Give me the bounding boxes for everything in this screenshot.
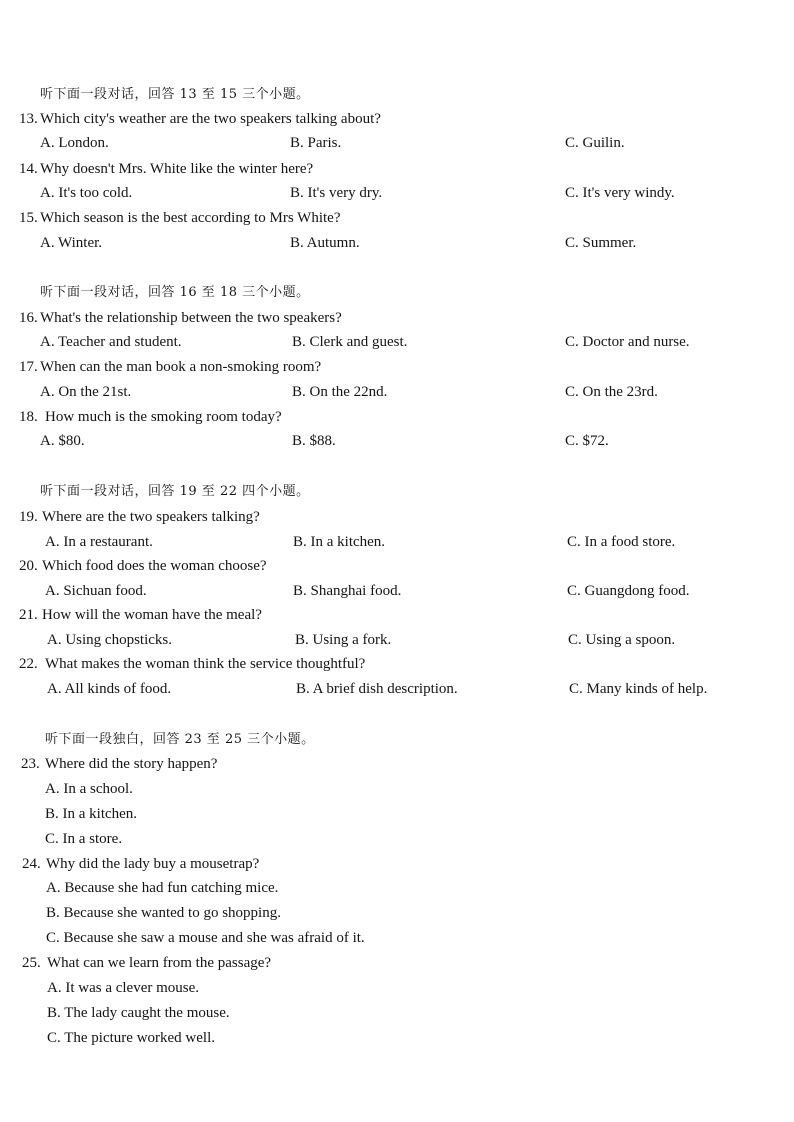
question-number: 20. [19, 558, 38, 574]
question-text: Why did the lady buy a mousetrap? [46, 856, 260, 872]
question-number: 19. [19, 509, 38, 525]
question-number: 13. [19, 111, 38, 127]
question-text: Where did the story happen? [45, 756, 218, 772]
question-text: Which food does the woman choose? [42, 558, 267, 574]
option-a: A. Because she had fun catching mice. [46, 880, 279, 896]
question-stem [0, 853, 794, 875]
question-stem [0, 753, 794, 775]
question-text: Which city's weather are the two speakers talking about? [40, 111, 381, 127]
option-c: C. Summer. [565, 235, 637, 251]
section-heading [0, 481, 794, 503]
question-number: 15. [19, 210, 38, 226]
question-number: 24. [22, 856, 41, 872]
option-c: C. The picture worked well. [47, 1030, 216, 1046]
question-text: How will the woman have the meal? [42, 607, 262, 623]
question-stem [0, 356, 794, 378]
question-number: 18. [19, 409, 38, 425]
question-options [0, 182, 794, 204]
question-number: 16. [19, 310, 38, 326]
question-options [0, 629, 794, 651]
question-text: What's the relationship between the two speakers? [40, 310, 342, 326]
question-stem [0, 604, 794, 626]
question-number: 17. [19, 359, 38, 375]
option-b: B. A brief dish description. [296, 681, 458, 697]
question-number: 21. [19, 607, 38, 623]
section-heading-text: 听下面一段独白，回答 23 至 25 三个小题。 [45, 732, 315, 747]
section-heading [0, 729, 794, 751]
option-c: C. Because she saw a mouse and she was afraid of it. [46, 930, 365, 946]
section-heading-text: 听下面一段对话，回答 16 至 18 三个小题。 [40, 285, 310, 300]
option-b: B. Because she wanted to go shopping. [46, 905, 281, 921]
question-stem [0, 108, 794, 130]
option-a: A. In a school. [45, 781, 133, 797]
section-heading-text: 听下面一段对话，回答 19 至 22 四个小题。 [40, 484, 310, 499]
question-stem [0, 952, 794, 974]
option-c: C. In a store. [45, 831, 123, 847]
option-b: B. Paris. [290, 135, 342, 151]
option-a: A. It's too cold. [40, 185, 133, 201]
question-stem [0, 653, 794, 675]
option-b: B. Autumn. [290, 235, 360, 251]
question-option [0, 1002, 794, 1024]
question-option [0, 877, 794, 899]
option-b: B. In a kitchen. [293, 534, 386, 550]
option-a: A. $80. [40, 433, 85, 449]
option-a: A. Winter. [40, 235, 103, 251]
option-b: B. It's very dry. [290, 185, 383, 201]
question-text: What makes the woman think the service thoughtful? [45, 656, 366, 672]
option-c: C. It's very windy. [565, 185, 675, 201]
option-c: C. Using a spoon. [568, 632, 676, 648]
question-number: 22. [19, 656, 38, 672]
option-a: A. Sichuan food. [45, 583, 147, 599]
option-b: B. The lady caught the mouse. [47, 1005, 230, 1021]
question-options [0, 331, 794, 353]
question-text: Where are the two speakers talking? [42, 509, 260, 525]
section-heading-text: 听下面一段对话，回答 13 至 15 三个小题。 [40, 87, 310, 102]
question-stem [0, 406, 794, 428]
option-c: C. In a food store. [567, 534, 676, 550]
question-stem [0, 158, 794, 180]
option-a: A. London. [40, 135, 109, 151]
option-a: A. On the 21st. [40, 384, 132, 400]
option-a: A. Using chopsticks. [47, 632, 172, 648]
question-number: 25. [22, 955, 41, 971]
question-options [0, 381, 794, 403]
section-heading [0, 282, 794, 304]
question-number: 14. [19, 161, 38, 177]
section-heading [0, 84, 794, 106]
option-a: A. All kinds of food. [47, 681, 172, 697]
option-c: C. Many kinds of help. [569, 681, 708, 697]
question-text: What can we learn from the passage? [47, 955, 272, 971]
question-stem [0, 555, 794, 577]
option-c: C. On the 23rd. [565, 384, 658, 400]
option-a: A. In a restaurant. [45, 534, 153, 550]
option-a: A. It was a clever mouse. [47, 980, 200, 996]
question-stem [0, 207, 794, 229]
question-options [0, 430, 794, 452]
question-options [0, 580, 794, 602]
option-c: C. Guangdong food. [567, 583, 690, 599]
option-c: C. Doctor and nurse. [565, 334, 690, 350]
question-number: 23. [21, 756, 40, 772]
option-c: C. Guilin. [565, 135, 625, 151]
option-c: C. $72. [565, 433, 609, 449]
question-option [0, 977, 794, 999]
option-a: A. Teacher and student. [40, 334, 182, 350]
question-option [0, 803, 794, 825]
question-options [0, 232, 794, 254]
question-option [0, 927, 794, 949]
question-options [0, 132, 794, 154]
question-text: How much is the smoking room today? [45, 409, 282, 425]
option-b: B. Shanghai food. [293, 583, 402, 599]
option-b: B. $88. [292, 433, 336, 449]
option-b: B. Using a fork. [295, 632, 392, 648]
question-text: When can the man book a non-smoking room? [40, 359, 322, 375]
option-b: B. In a kitchen. [45, 806, 138, 822]
question-text: Which season is the best according to Mrs White? [40, 210, 341, 226]
question-option [0, 828, 794, 850]
option-b: B. On the 22nd. [292, 384, 388, 400]
question-option [0, 902, 794, 924]
question-text: Why doesn't Mrs. White like the winter here? [40, 161, 314, 177]
question-option [0, 1027, 794, 1049]
question-stem [0, 307, 794, 329]
question-stem [0, 506, 794, 528]
question-options [0, 678, 794, 700]
question-options [0, 531, 794, 553]
option-b: B. Clerk and guest. [292, 334, 408, 350]
question-option [0, 778, 794, 800]
